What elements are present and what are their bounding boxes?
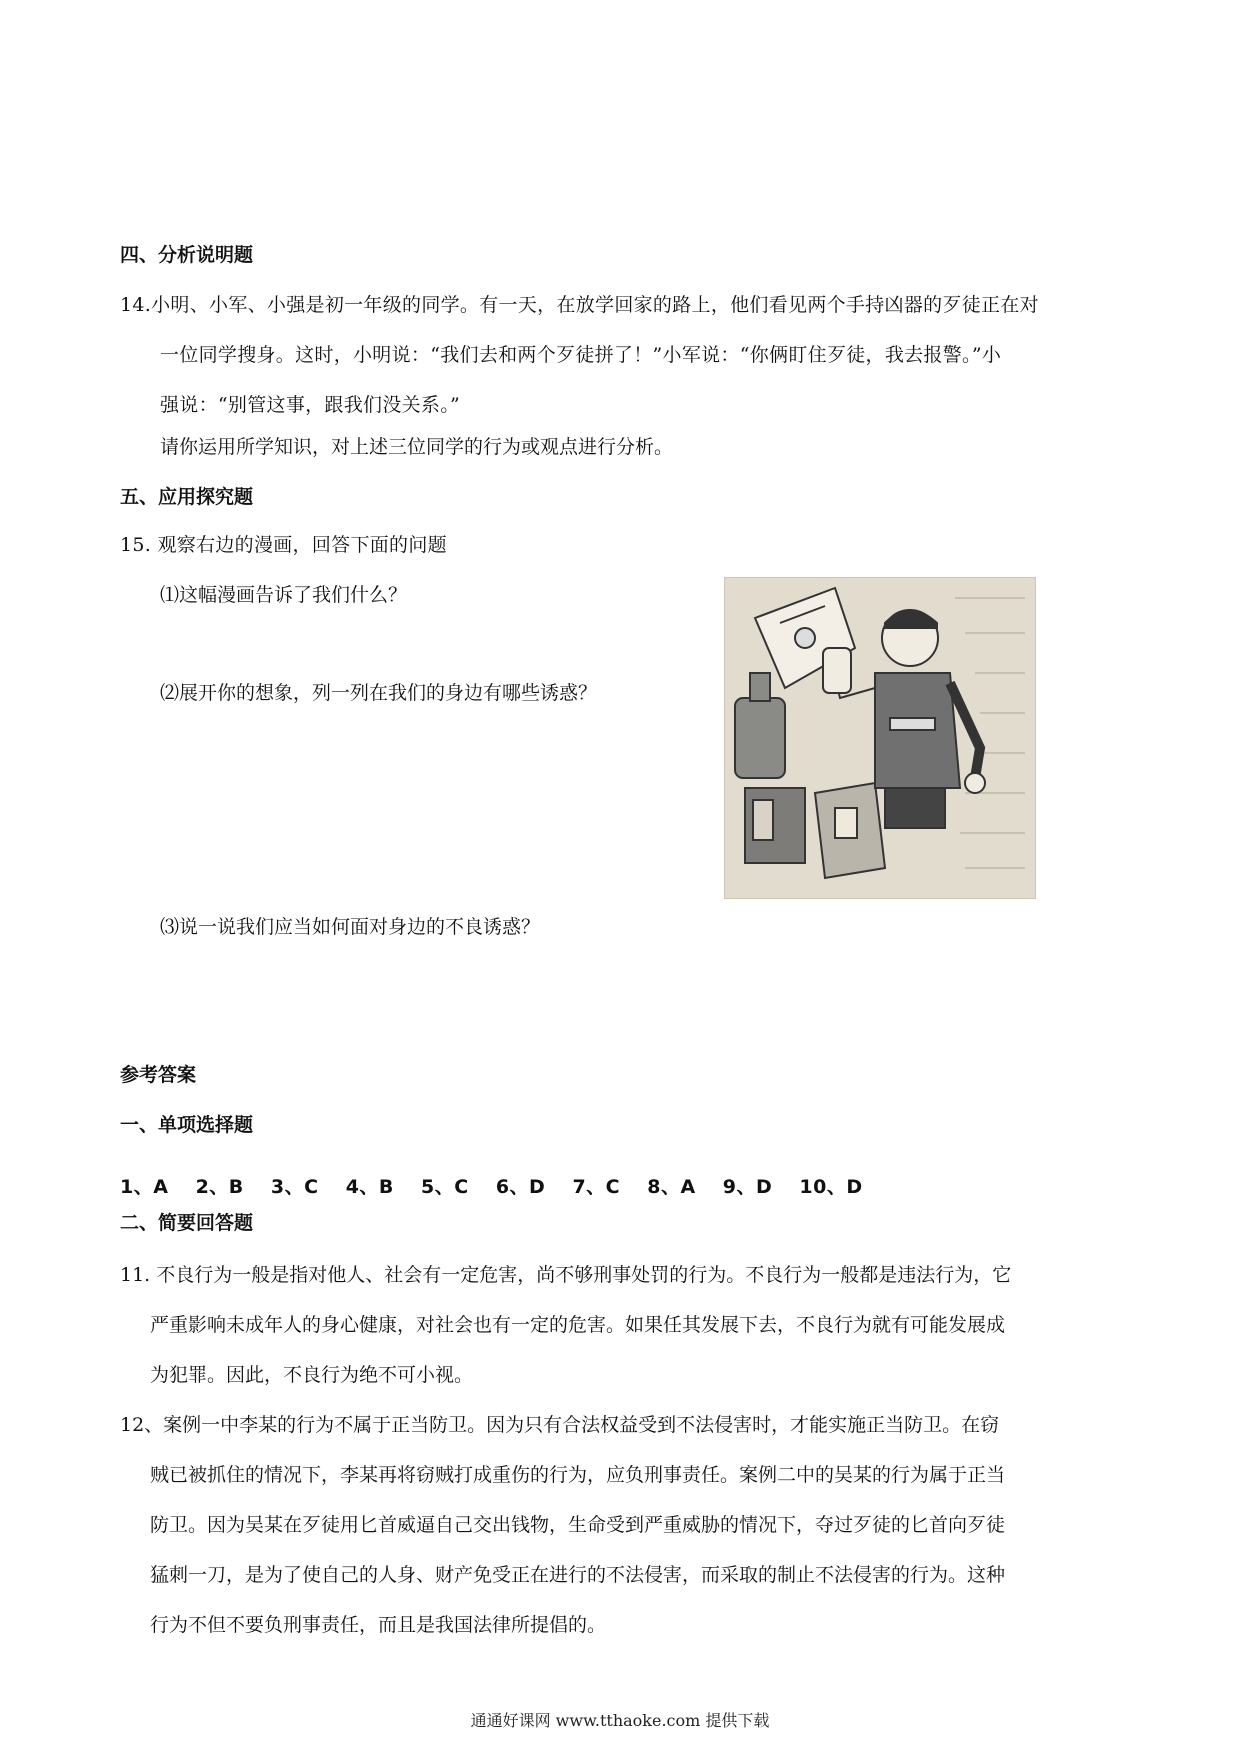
- section-5-heading: 五、应用探究题: [120, 486, 254, 508]
- section-4-heading: 四、分析说明题: [120, 244, 254, 266]
- answer-12-line-2: 贼已被抓住的情况下，李某再将窃贼打成重伤的行为，应负刑事责任。案例二中的吴某的行为属于正当: [150, 1464, 1006, 1486]
- answer-12-line-4: 猛刺一刀，是为了使自己的人身、财产免受正在进行的不法侵害，而采取的制止不法侵害的行为。这种: [150, 1564, 1006, 1586]
- answers-section-1-heading: 一、单项选择题: [120, 1114, 254, 1136]
- choice-answer: 10、D: [799, 1176, 863, 1198]
- question-14: [120, 280, 1130, 430]
- q14-line-3: 强说：“别管这事，跟我们没关系。”: [160, 394, 461, 416]
- answer-12-line-1: 12、案例一中李某的行为不属于正当防卫。因为只有合法权益受到不法侵害时，才能实施正当防卫。在窃: [120, 1414, 1000, 1436]
- choice-answer: 3、C: [270, 1176, 319, 1198]
- q15-sub-3: ⑶说一说我们应当如何面对身边的不良诱惑？: [160, 916, 541, 938]
- answer-11-line-2: 严重影响未成年人的身心健康，对社会也有一定的危害。如果任其发展下去，不良行为就有可能发展成: [150, 1314, 1006, 1336]
- choice-answers: [120, 1172, 883, 1199]
- q15-title: 15. 观察右边的漫画，回答下面的问题: [120, 534, 447, 556]
- choice-answer: 6、D: [495, 1176, 546, 1198]
- q14-prompt: 请你运用所学知识，对上述三位同学的行为或观点进行分析。: [160, 436, 674, 458]
- q14-line-2: 一位同学搜身。这时，小明说：“我们去和两个歹徒拼了！”小军说：“你俩盯住歹徒，我去报警。”小: [160, 344, 1002, 366]
- answer-12-line-5: 行为不但不要负刑事责任，而且是我国法律所提倡的。: [150, 1614, 607, 1636]
- answer-11-line-3: 为犯罪。因此，不良行为绝不可小视。: [150, 1364, 474, 1386]
- answers-section-2-heading: 二、简要回答题: [120, 1212, 254, 1234]
- choice-answer: 7、C: [572, 1176, 621, 1198]
- cartoon-drawing: [725, 578, 1035, 898]
- choice-answer: 5、C: [421, 1176, 469, 1198]
- choice-answer: 2、B: [195, 1176, 244, 1198]
- q14-line-1: 14.小明、小军、小强是初一年级的同学。有一天，在放学回家的路上，他们看见两个手持凶器的歹徒正在对: [120, 294, 1039, 316]
- q15-sub-1: ⑴这幅漫画告诉了我们什么？: [160, 584, 408, 606]
- cartoon-illustration: [724, 577, 1036, 899]
- choice-answer: 1、A: [120, 1176, 169, 1198]
- choice-answer: 9、D: [722, 1176, 773, 1198]
- q15-sub-2: ⑵展开你的想象，列一列在我们的身边有哪些诱惑？: [160, 682, 598, 704]
- choice-answer: 4、B: [345, 1176, 394, 1198]
- answer-12: [120, 1400, 1130, 1650]
- page-footer: 通通好课网 www.tthaoke.com 提供下载: [470, 1711, 770, 1730]
- answer-11-line-1: 11. 不良行为一般是指对他人、社会有一定危害，尚不够刑事处罚的行为。不良行为一般都是违法行为，它: [120, 1264, 1012, 1286]
- answers-title: 参考答案: [120, 1064, 197, 1086]
- answer-12-line-3: 防卫。因为吴某在歹徒用匕首威逼自己交出钱物，生命受到严重威胁的情况下，夺过歹徒的匕首向歹徒: [150, 1514, 1006, 1536]
- answer-11: [120, 1250, 1130, 1400]
- choice-answer: 8、A: [647, 1176, 696, 1198]
